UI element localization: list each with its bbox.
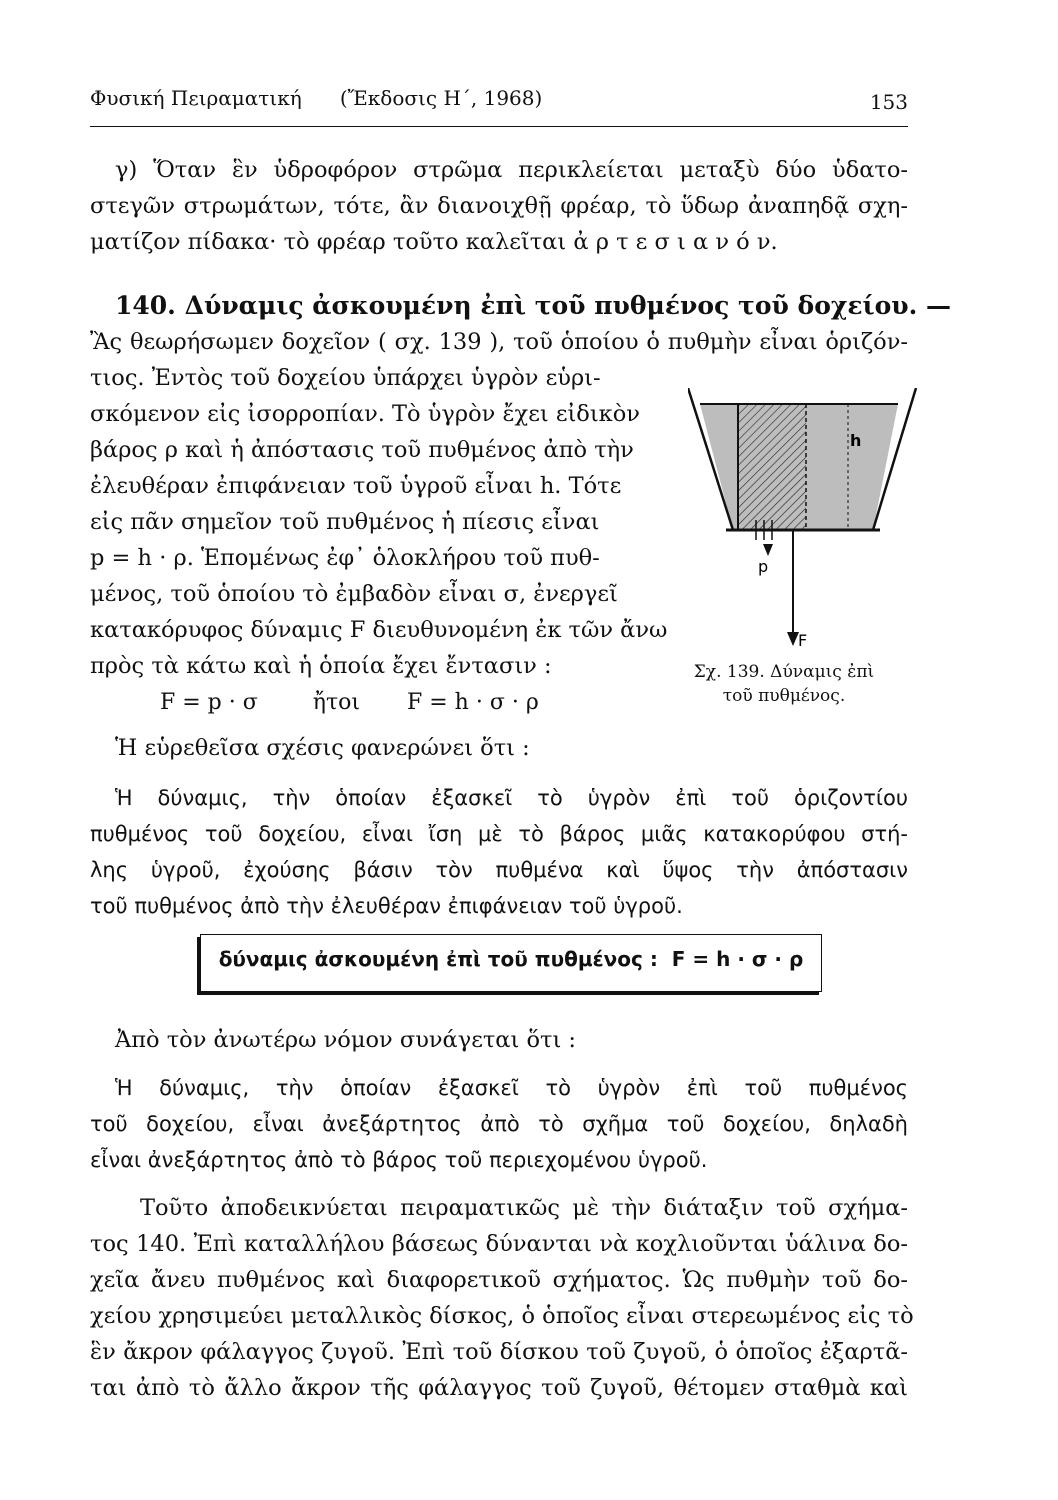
- vessel-diagram: [688, 388, 928, 648]
- section-title: 140. Δύναμις ἀσκουμένη ἐπὶ τοῦ πυθμένος τοῦ δοχείου. —: [115, 291, 952, 320]
- caption-line: τοῦ πυθμένος.: [722, 686, 846, 706]
- final-line: τος 140. Ἐπὶ καταλλήλου βάσεως δύνανται νὰ κοχλιοῦνται ὑάλινα δο-: [90, 1231, 908, 1257]
- intro-line: ἐλευθέραν ἐπιφάνειαν τοῦ ὑγροῦ εἶναι h. Τότε: [90, 473, 622, 499]
- formula-left: F = p · σ: [160, 690, 258, 715]
- page-number: 153: [869, 90, 908, 114]
- intro-line: σκόμενον εἰς ἰσορροπίαν. Τὸ ὑγρὸν ἔχει εἰδικὸν: [90, 401, 640, 427]
- relation-intro: Ἡ εὑρεθεῖσα σχέσις φανερώνει ὅτι :: [115, 735, 530, 761]
- figure-139: [688, 388, 928, 648]
- law1-line: Ἡ δύναμις, τὴν ὁποίαν ἐξασκεῖ τὸ ὑγρὸν ἐπὶ τοῦ ὁριζοντίου: [115, 786, 908, 810]
- law2-line: τοῦ δοχείου, εἶναι ἀνεξάρτητος ἀπὸ τὸ σχῆμα τοῦ δοχείου, δηλαδὴ: [90, 1112, 908, 1136]
- final-line: Τοῦτο ἀποδεικνύεται πειραματικῶς μὲ τὴν διάταξιν τοῦ σχήμα-: [140, 1195, 908, 1221]
- header-rule: [90, 126, 908, 127]
- caption-line: Σχ. 139. Δύναμις ἐπὶ: [693, 662, 875, 682]
- final-line: ται ἀπὸ τὸ ἄλλο ἄκρον τῆς φάλαγγος τοῦ ζυγοῦ, θέτομεν σταθμὰ καὶ: [90, 1375, 908, 1401]
- para-gamma-line: γ) Ὅταν ἓν ὑδροφόρον στρῶμα περικλείεται μεταξὺ δύο ὑδατο-: [115, 157, 908, 183]
- page-header: [90, 86, 908, 116]
- formula-connector: ἤτοι: [312, 690, 360, 715]
- para-gamma-line: ματίζον πίδακα· τὸ φρέαρ τοῦτο καλεῖται ἀ ρ τ ε σ ι α ν ό ν.: [90, 229, 778, 255]
- label-h: h: [850, 431, 862, 450]
- conclusion-intro: Ἀπὸ τὸν ἀνωτέρω νόμον συνάγεται ὅτι :: [115, 1027, 577, 1053]
- label-p: p: [758, 557, 769, 576]
- law2-line: Ἡ δύναμις, τὴν ὁποίαν ἐξασκεῖ τὸ ὑγρὸν ἐπὶ τοῦ πυθμένος: [115, 1076, 908, 1100]
- final-line: χεῖα ἄνευ πυθμένος καὶ διαφορετικοῦ σχήματος. Ὡς πυθμὴν τοῦ δο-: [90, 1267, 908, 1293]
- formula: [160, 690, 539, 715]
- intro-line: τιος. Ἐντὸς τοῦ δοχείου ὑπάρχει ὑγρὸν εὑρι-: [90, 365, 601, 391]
- liquid-column: [738, 404, 806, 530]
- final-line: ἓν ἄκρον φάλαγγος ζυγοῦ. Ἐπὶ τοῦ δίσκου τοῦ ζυγοῦ, ὁ ὁποῖος ἐξαρτᾶ-: [90, 1339, 908, 1365]
- intro-line: βάρος ρ καὶ ἡ ἀπόστασις τοῦ πυθμένος ἀπὸ τὴν: [90, 437, 634, 463]
- label-F: F: [798, 631, 808, 648]
- final-line: χείου χρησιμεύει μεταλλικὸς δίσκος, ὁ ὁποῖος εἶναι στερεωμένος εἰς τὸ: [90, 1303, 914, 1329]
- boxed-formula: δύναμις ἀσκουμένη ἐπὶ τοῦ πυθμένος : F = h · σ · ρ: [218, 947, 804, 971]
- formula-right: F = h · σ · ρ: [407, 690, 539, 715]
- intro-line: μένος, τοῦ ὁποίου τὸ ἐμβαδὸν εἶναι σ, ἐνεργεῖ: [90, 581, 618, 607]
- figure-caption: [664, 660, 904, 708]
- law2-line: εἶναι ἀνεξάρτητος ἀπὸ τὸ βάρος τοῦ περιεχομένου ὑγροῦ.: [90, 1148, 708, 1172]
- law1-line: τοῦ πυθμένος ἀπὸ τὴν ἐλευθέραν ἐπιφάνειαν τοῦ ὑγροῦ.: [90, 894, 683, 918]
- intro-line: Ἂς θεωρήσωμεν δοχεῖον ( σχ. 139 ), τοῦ ὁποίου ὁ πυθμὴν εἶναι ὁριζόν-: [90, 329, 908, 355]
- running-title: Φυσική Πειραματική (Ἔκδοσις Η΄, 1968): [90, 86, 543, 110]
- intro-line: p = h · ρ. Ἑπομένως ἐφ᾽ ὁλοκλήρου τοῦ πυθ-: [90, 545, 600, 571]
- law1-line: λης ὑγροῦ, ἐχούσης βάσιν τὸν πυθμένα καὶ ὕψος τὴν ἀπόστασιν: [90, 858, 908, 882]
- intro-line: εἰς πᾶν σημεῖον τοῦ πυθμένος ἡ πίεσις εἶναι: [90, 509, 600, 535]
- para-gamma-line: στεγῶν στρωμάτων, τότε, ἂν διανοιχθῇ φρέαρ, τὸ ὕδωρ ἀναπηδᾷ σχη-: [90, 193, 908, 219]
- law1-line: πυθμένος τοῦ δοχείου, εἶναι ἴση μὲ τὸ βάρος μιᾶς κατακορύφου στή-: [90, 822, 908, 846]
- intro-line: κατακόρυφος δύναμις F διευθυνομένη ἐκ τῶν ἄνω: [90, 617, 668, 643]
- formula-box: [200, 934, 822, 992]
- intro-line: πρὸς τὰ κάτω καὶ ἡ ὁποία ἔχει ἔντασιν :: [90, 653, 552, 679]
